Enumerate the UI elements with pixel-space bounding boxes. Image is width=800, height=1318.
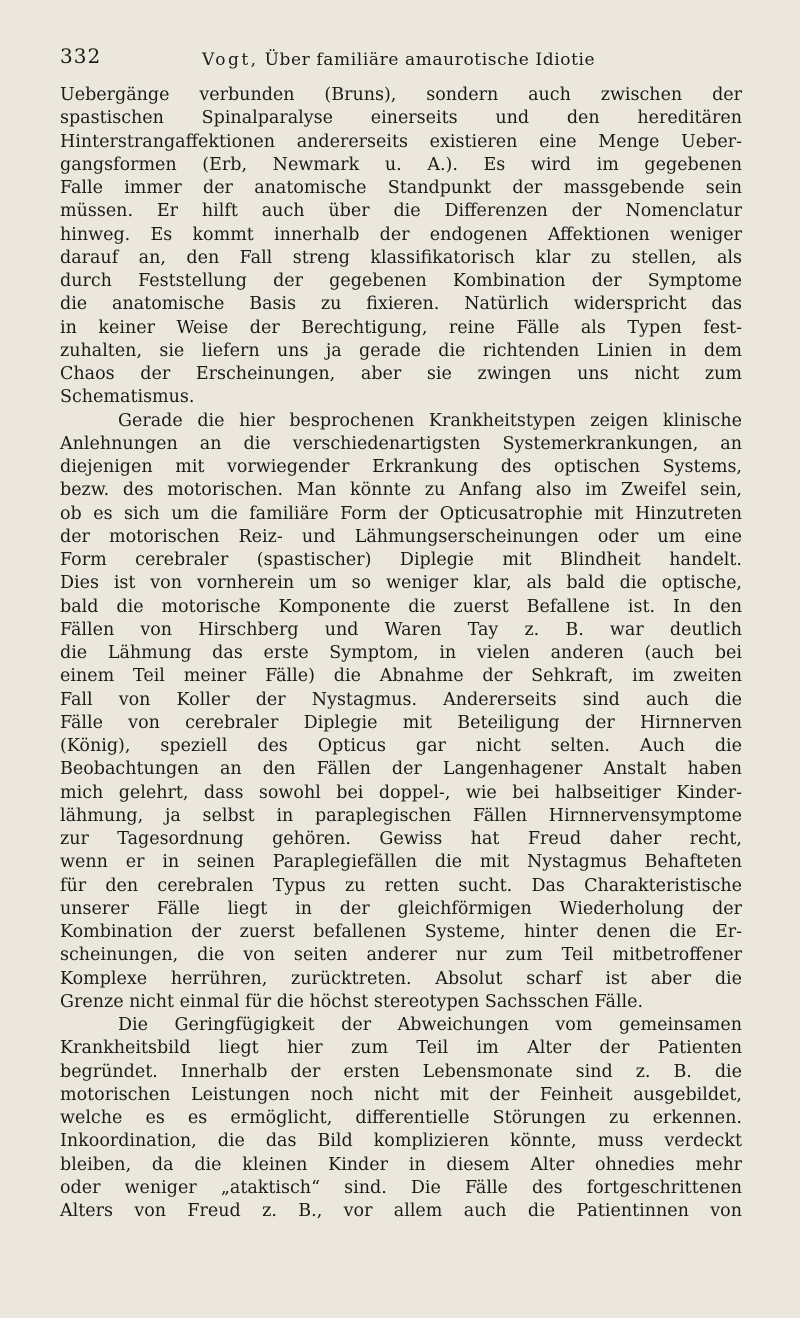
text-line: wenn er in seinen Paraplegiefällen die mit Nystagmus Behafteten [60,852,742,873]
text-line: Form cerebraler (spastischer) Diplegie mit Blindheit handelt. [60,550,742,570]
text-line: Gerade die hier besprochenen Krankheitstypen zeigen klinische [118,410,742,431]
text-line: unserer Fälle liegt in der gleichförmigen Wiederholung der [60,898,742,919]
text-line: für den cerebralen Typus zu retten sucht. Das Charakteristische [60,875,742,896]
text-line: welche es es ermöglicht, differentielle Störungen zu erkennen. [60,1108,742,1128]
text-line: zur Tagesordnung gehören. Gewiss hat Freud daher recht, [60,829,742,849]
text-line: Krankheitsbild liegt hier zum Teil im Alter der Patienten [60,1038,742,1059]
text-line: Kombination der zuerst befallenen Systeme, hinter denen die Er- [60,922,742,942]
text-line: Schematismus. [60,387,195,408]
text-line: einem Teil meiner Fälle) die Abnahme der Sehkraft, im zweiten [60,666,742,687]
running-title-text: Über familiäre amaurotische Idiotie [264,50,596,70]
text-line: Anlehnungen an die verschiedenartigsten Systemerkrankungen, an [60,433,742,454]
running-title [202,50,595,70]
text-line: Alters von Freud z. B., vor allem auch die Patientinnen von [60,1201,742,1221]
body-text [60,84,742,1223]
text-line: Fall von Koller der Nystagmus. Andererseits sind auch die [60,689,742,710]
text-line: in keiner Weise der Berechtigung, reine Fälle als Typen fest- [60,317,742,338]
text-line: der motorischen Reiz- und Lähmungserscheinungen oder um eine [60,526,742,547]
text-line: Beobachtungen an den Fällen der Langenhagener Anstalt haben [60,759,742,780]
text-line: oder weniger „ataktisch“ sind. Die Fälle des fortgeschrittenen [60,1177,742,1198]
text-line: Grenze nicht einmal für die höchst stereotypen Sachsschen Fälle. [60,991,644,1012]
text-line: Falle immer der anatomische Standpunkt der massgebende sein [60,178,742,198]
text-line: diejenigen mit vorwiegender Erkrankung des optischen Systems, [60,457,742,477]
text-line: ob es sich um die familiäre Form der Opticusatrophie mit Hinzutreten [60,503,742,524]
text-line: Komplexe herrühren, zurücktreten. Absolut scharf ist aber die [60,968,742,989]
text-line: bleiben, da die kleinen Kinder in diesem Alter ohnedies mehr [60,1154,742,1175]
running-title-author: Vogt, [202,50,259,70]
text-line: die anatomische Basis zu fixieren. Natürlich widerspricht das [60,294,742,315]
text-line: mich gelehrt, dass sowohl bei doppel-, wie bei halbseitiger Kinder- [60,782,742,803]
text-line: motorischen Leistungen noch nicht mit der Feinheit ausgebildet, [60,1084,742,1105]
text-line: die Lähmung das erste Symptom, in vielen anderen (auch bei [60,643,742,663]
text-line: gangsformen (Erb, Newmark u. A.). Es wird im gegebenen [60,154,742,175]
text-line: Hinterstrangaffektionen andererseits existieren eine Menge Ueber- [60,131,742,152]
text-line: durch Feststellung der gegebenen Kombination der Symptome [60,271,742,291]
text-line: Dies ist von vornherein um so weniger klar, als bald die optische, [60,573,742,594]
text-line: müssen. Er hilft auch über die Differenzen der Nomenclatur [60,201,742,222]
page-number: 332 [60,44,102,68]
text-line: scheinungen, die von seiten anderer nur zum Teil mitbetroffener [60,945,742,966]
text-line: hinweg. Es kommt innerhalb der endogenen Affektionen weniger [60,224,742,245]
text-line: Inkoordination, die das Bild komplizieren könnte, muss verdeckt [60,1131,742,1152]
text-line: bezw. des motorischen. Man könnte zu Anfang also im Zweifel sein, [60,480,742,501]
text-line: Uebergänge verbunden (Bruns), sondern auch zwischen der [60,85,742,105]
text-line: darauf an, den Fall streng klassifikatorisch klar zu stellen, als [60,247,742,268]
text-line: zuhalten, sie liefern uns ja gerade die richtenden Linien in dem [60,340,742,361]
text-line: (König), speziell des Opticus gar nicht selten. Auch die [60,736,742,756]
text-line: begründet. Innerhalb der ersten Lebensmonate sind z. B. die [60,1061,742,1082]
text-line: Die Geringfügigkeit der Abweichungen vom gemeinsamen [118,1015,742,1035]
page-header [60,44,742,84]
text-line: Fälle von cerebraler Diplegie mit Beteiligung der Hirnnerven [60,712,742,733]
text-line: lähmung, ja selbst in paraplegischen Fällen Hirnnervensymptome [60,805,742,826]
text-line: bald die motorische Komponente die zuerst Befallene ist. In den [60,596,742,617]
text-line: Fällen von Hirschberg und Waren Tay z. B. war deutlich [60,619,742,640]
text-line: Chaos der Erscheinungen, aber sie zwingen uns nicht zum [60,364,742,384]
text-line: spastischen Spinalparalyse einerseits und den hereditären [60,108,742,129]
